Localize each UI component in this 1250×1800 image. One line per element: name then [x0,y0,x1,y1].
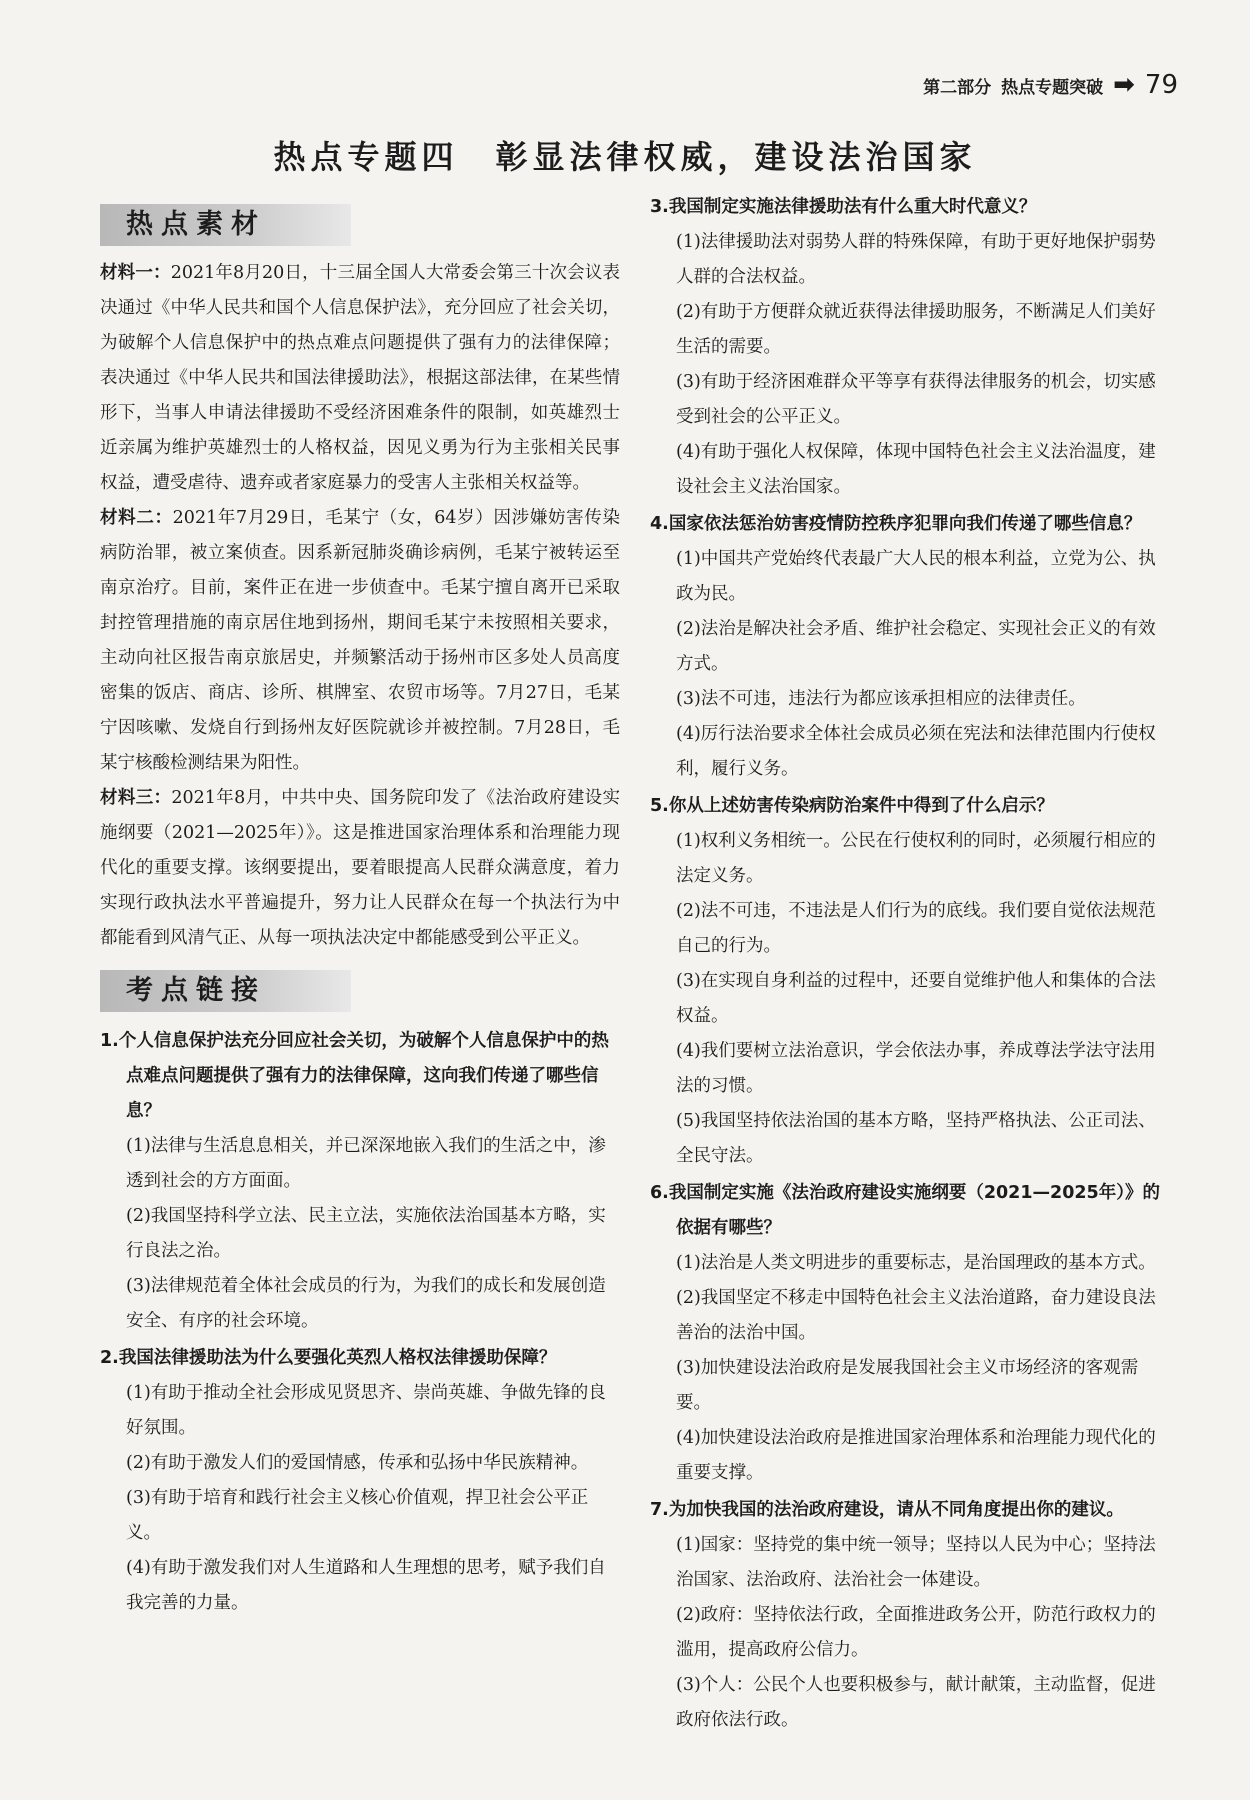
answer-item: (1)有助于推动全社会形成见贤思齐、崇尚英雄、争做先锋的良好氛围。 [126,1383,606,1438]
material-label: 材料一： [100,263,171,283]
answer-item: (3)有助于经济困难群众平等享有获得法律服务的机会，切实感受到社会的公平正义。 [676,372,1156,427]
part-label: 第二部分 [923,77,992,98]
answer-item: (1)权利义务相统一。公民在行使权利的同时，必须履行相应的法定义务。 [676,831,1156,886]
section-heading-links: 考点链接 [100,970,351,1012]
material-text: 2021年7月29日，毛某宁（女，64岁）因涉嫌妨害传染病防治罪，被立案侦查。因系新冠肺炎确诊病例，毛某宁被转运至南京治疗。目前，案件正在进一步侦查中。毛某宁擅自离开已采取封控管理措施的南京居住地到扬州，期间毛某宁未按照相关要求，主动向社区报告南京旅居史，并频繁活动于扬州市区多处人员高度密集的饭店、商店、诊所、棋牌室、农贸市场等。7月27日，毛某宁因咳嗽、发烧自行到扬州友好医院就诊并被控制。7月28日，毛某宁核酸检测结果为阳性。 [100,508,620,773]
answer-item: (2)有助于激发人们的爱国情感，传承和弘扬中华民族精神。 [126,1453,589,1473]
question [650,789,1170,824]
page-number: 79 [1144,70,1178,100]
answer-item: (3)法律规范着全体社会成员的行为，为我们的成长和发展创造安全、有序的社会环境。 [126,1276,606,1331]
section-label: 热点专题突破 [1001,77,1104,98]
question-number: 2. [100,1348,119,1368]
question-text: 个人信息保护法充分回应社会关切，为破解个人信息保护中的热点难点问题提供了强有力的法律保障，这向我们传递了哪些信息？ [118,1031,609,1121]
answer-item: (1)中国共产党始终代表最广大人民的根本利益，立党为公、执政为民。 [676,549,1156,604]
material-paragraph [100,501,620,781]
question-number: 6. [650,1183,669,1203]
answer-item: (4)有助于激发我们对人生道路和人生理想的思考，赋予我们自我完善的力量。 [126,1558,606,1613]
page-title: 热点专题四 彰显法律权威，建设法治国家 [273,138,977,176]
materials-list [100,256,620,956]
question-text: 我国法律援助法为什么要强化英烈人格权法律援助保障？ [118,1348,557,1368]
left-column [100,196,620,1621]
question-number: 1. [100,1031,119,1051]
answer-item: (3)在实现自身利益的过程中，还要自觉维护他人和集体的合法权益。 [676,971,1156,1026]
answer-item: (2)法治是解决社会矛盾、维护社会稳定、实现社会正义的有效方式。 [676,619,1156,674]
question [100,1024,620,1129]
answer-item: (3)法不可违，违法行为都应该承担相应的法律责任。 [676,689,1086,709]
answer-item: (1)法律与生活息息相关，并已深深地嵌入我们的生活之中，渗透到社会的方方面面。 [126,1136,606,1191]
answer-item: (2)我国坚持科学立法、民主立法，实施依法治国基本方略，实行良法之治。 [126,1206,606,1261]
page-header [923,70,1178,100]
question-text: 国家依法惩治妨害疫情防控秩序犯罪向我们传递了哪些信息？ [668,514,1142,534]
material-label: 材料三： [100,788,172,808]
question-text: 为加快我国的法治政府建设，请从不同角度提出你的建议。 [668,1500,1124,1520]
material-text: 2021年8月20日，十三届全国人大常委会第三十次会议表决通过《中华人民共和国个人信息保护法》，充分回应了社会关切，为破解个人信息保护中的热点难点问题提供了强有力的法律保障；表决通过《中华人民共和国法律援助法》，根据这部法律，在某些情形下，当事人申请法律援助不受经济困难条件的限制，如英雄烈士近亲属为维护英雄烈士的人格权益，因见义勇为行为主张相关民事权益，遭受虐待、遗弃或者家庭暴力的受害人主张相关权益等。 [100,263,621,493]
question-text: 你从上述妨害传染病防治案件中得到了什么启示？ [668,796,1054,816]
answer-item: (4)我们要树立法治意识，学会依法办事，养成尊法学法守法用法的习惯。 [676,1041,1156,1096]
answer-item: (4)加快建设法治政府是推进国家治理体系和治理能力现代化的重要支撑。 [676,1428,1156,1483]
answer-item: (5)我国坚持依法治国的基本方略，坚持严格执法、公正司法、全民守法。 [676,1111,1156,1166]
question-number: 4. [650,514,669,534]
question-text: 我国制定实施《法治政府建设实施纲要（2021—2025年）》的依据有哪些？ [668,1183,1160,1238]
answer-item: (3)有助于培育和践行社会主义核心价值观，捍卫社会公平正义。 [126,1488,589,1543]
answer-item: (2)法不可违，不违法是人们行为的底线。我们要自觉依法规范自己的行为。 [676,901,1156,956]
answer-item: (4)有助于强化人权保障，体现中国特色社会主义法治温度，建设社会主义法治国家。 [676,442,1156,497]
section-heading-hot-materials: 热点素材 [100,204,351,246]
answer-item: (1)法治是人类文明进步的重要标志，是治国理政的基本方式。 [676,1253,1156,1273]
question-number: 3. [650,197,669,217]
answer-item: (1)法律援助法对弱势人群的特殊保障，有助于更好地保护弱势人群的合法权益。 [676,232,1156,287]
answer-item: (3)加快建设法治政府是发展我国社会主义市场经济的客观需要。 [676,1358,1139,1413]
question [650,507,1170,542]
arrow-right-icon: ➡ [1113,70,1135,100]
answer-item: (2)我国坚定不移走中国特色社会主义法治道路，奋力建设良法善治的法治中国。 [676,1288,1156,1343]
left-questions [100,1024,620,1621]
answer-item: (3)个人：公民个人也要积极参与，献计献策，主动监督，促进政府依法行政。 [676,1675,1156,1730]
material-text: 2021年8月，中共中央、国务院印发了《法治政府建设实施纲要（2021—2025年）》。这是推进国家治理体系和治理能力现代化的重要支撑。该纲要提出，要着眼提高人民群众满意度，着力实现行政执法水平普遍提升，努力让人民群众在每一个执法行为中都能看到风清气正、从每一项执法决定中都能感受到公平正义。 [100,788,621,948]
question-number: 7. [650,1500,669,1520]
right-questions [650,190,1170,1738]
question [650,1493,1170,1528]
question-text: 我国制定实施法律援助法有什么重大时代意义？ [668,197,1037,217]
material-paragraph [100,256,620,501]
right-column [650,188,1170,1738]
material-paragraph [100,781,620,956]
question-number: 5. [650,796,669,816]
answer-item: (2)有助于方便群众就近获得法律援助服务，不断满足人们美好生活的需要。 [676,302,1156,357]
question [650,1176,1170,1246]
question [650,190,1170,225]
question [100,1341,620,1376]
answer-item: (4)厉行法治要求全体社会成员必须在宪法和法律范围内行使权利，履行义务。 [676,724,1156,779]
answer-item: (2)政府：坚持依法行政，全面推进政务公开，防范行政权力的滥用，提高政府公信力。 [676,1605,1156,1660]
answer-item: (1)国家：坚持党的集中统一领导；坚持以人民为中心；坚持法治国家、法治政府、法治社会一体建设。 [676,1535,1156,1590]
material-label: 材料二： [100,508,173,528]
